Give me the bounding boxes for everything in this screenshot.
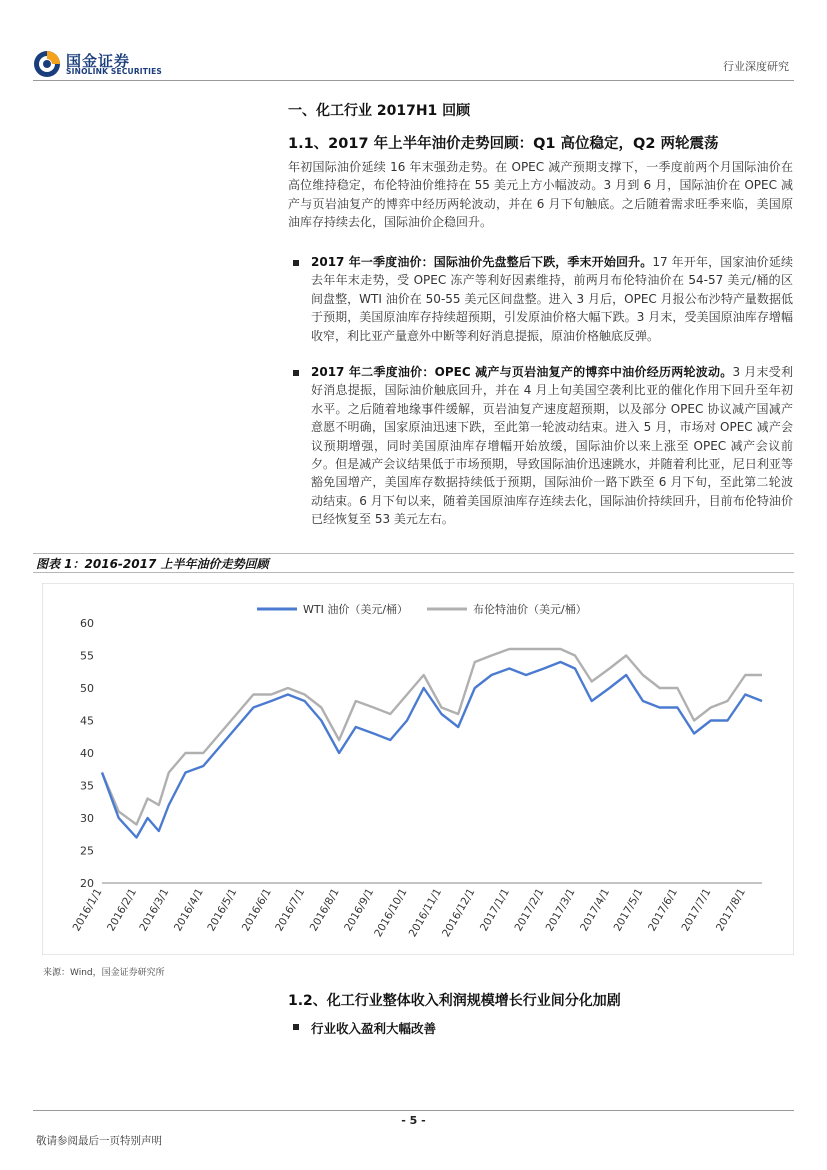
footer-disclaimer: 敬请参阅最后一页特别声明 — [36, 1135, 162, 1147]
bullet-square — [293, 1024, 299, 1030]
x-tick-label: 2016/2/1 — [105, 886, 140, 934]
header-divider — [33, 80, 794, 81]
x-tick-label: 2017/1/1 — [477, 886, 512, 934]
x-tick-label: 2016/8/1 — [307, 886, 342, 934]
report-type: 行业深度研究 — [723, 60, 789, 73]
section-title: 一、化工行业 2017H1 回顾 — [288, 103, 471, 119]
bullet-square — [293, 260, 299, 266]
x-tick-label: 2016/1/1 — [70, 886, 105, 934]
x-tick-label: 2017/7/1 — [679, 886, 714, 934]
x-tick-label: 2017/2/1 — [512, 886, 547, 934]
x-tick-label: 2017/8/1 — [713, 886, 748, 934]
logo-english-name: SINOLINK SECURITIES — [66, 67, 163, 76]
figure-caption: 图表 1：2016-2017 上半年油价走势回顾 — [36, 557, 269, 571]
bullet-q1-body: 17 年开年，国家油价延续去年年末走势，受 OPEC 冻产等利好因素维持，前两月布伦特油价在 54-57 美元/桶的区间盘整，WTI 油价在 50-55 美元区间盘整。进入 3 月后，OPEC 月报公布沙特产量数据低于预期，美国原油库存持续超预期，引发原油价格大幅下跌。3 月末，受美国原油库存增幅收窄，利比亚产量意外中断等利好消息提振，原油价格触底反弹。 — [311, 255, 793, 343]
legend-label: 布伦特油价（美元/桶） — [473, 603, 587, 616]
x-tick-label: 2016/3/1 — [137, 886, 172, 934]
subsection-title-1-2: 1.2、化工行业整体收入利润规模增长行业间分化加剧 — [288, 993, 621, 1009]
bullet-q2 — [311, 363, 793, 529]
company-logo-icon — [33, 50, 61, 78]
subsection-title-1-1: 1.1、2017 年上半年油价走势回顾：Q1 高位稳定，Q2 两轮震荡 — [288, 136, 719, 152]
x-tick-label: 2016/5/1 — [205, 886, 240, 934]
logo-chinese-name: 国金证券 — [66, 52, 131, 70]
y-tick-label: 25 — [80, 844, 94, 858]
y-tick-label: 50 — [80, 682, 94, 695]
y-tick-label: 40 — [80, 747, 94, 760]
x-tick-label: 2016/12/1 — [440, 886, 478, 940]
x-tick-label: 2017/6/1 — [646, 886, 681, 934]
x-tick-label: 2016/4/1 — [171, 886, 206, 934]
x-tick-label: 2017/3/1 — [543, 886, 578, 934]
footer-divider — [33, 1110, 794, 1111]
bullet-square — [293, 370, 299, 376]
bullet-q2-body: 3 月末受利好消息提振，国际油价触底回升，并在 4 月上旬美国空袭利比亚的催化作用下回升至年初水平。之后随着地缘事件缓解，页岩油复产速度超预期，以及部分 OPEC 协议减产国减产意愿不明确，国家原油迅速下跌，至此第一轮波动结束。进入 5 月，市场对 OPEC 减产会议预期增强，同时美国原油库存增幅开始放缓，国际油价以来上涨至 OPEC 减产会议前夕。但是减产会议结果低于市场预期，导致国际油价迅速跳水，并随着利比亚，尼日利亚等豁免国增产，美国库存数据持续低于预期，国际油价一路下跌至 6 月下旬，至此第二轮波动结束。6 月下旬以来，随着美国原油库存连续去化，国际油价持续回升，目前布伦特油价已经恢复至 53 美元左右。 — [311, 365, 793, 527]
x-tick-label: 2016/6/1 — [239, 886, 274, 934]
figure-source: 来源：Wind，国金证券研究所 — [43, 968, 165, 978]
page-number: - 5 - — [401, 1114, 426, 1127]
y-tick-label: 45 — [80, 714, 94, 728]
y-tick-label: 20 — [80, 877, 94, 890]
x-tick-label: 2017/4/1 — [578, 886, 613, 934]
y-tick-label: 55 — [80, 649, 94, 663]
bullet-revenue: 行业收入盈利大幅改善 — [311, 1021, 437, 1036]
x-tick-label: 2016/7/1 — [273, 886, 308, 934]
x-tick-label: 2016/10/1 — [372, 886, 410, 940]
x-tick-label: 2016/9/1 — [342, 886, 377, 934]
y-tick-label: 35 — [80, 779, 94, 793]
bullet-q1 — [311, 253, 793, 345]
x-tick-label: 2017/5/1 — [611, 886, 646, 934]
y-tick-label: 30 — [80, 812, 94, 825]
paragraph-intro: 年初国际油价延续 16 年末强劲走势。在 OPEC 减产预期支撑下，一季度前两个月国际油价在高位维持稳定，布伦特油价维持在 55 美元上方小幅波动。3 月到 6 月，国际油价在 OPEC 减产与页岩油复产的博弈中经历两轮波动，并在 6 月下旬触底。之后随着需求旺季来临，美国原油库存持续去化，国际油价企稳回升。 — [288, 160, 793, 230]
bullet-q2-lead: 2017 年二季度油价：OPEC 减产与页岩油复产的博弈中油价经历两轮波动。 — [311, 365, 733, 379]
y-tick-label: 60 — [80, 617, 94, 630]
legend-label: WTI 油价（美元/桶） — [303, 603, 409, 616]
bullet-q1-lead: 2017 年一季度油价：国际油价先盘整后下跌，季末开始回升。 — [311, 255, 653, 269]
x-tick-label: 2016/11/1 — [406, 886, 445, 940]
oil-price-line-chart — [42, 583, 794, 955]
